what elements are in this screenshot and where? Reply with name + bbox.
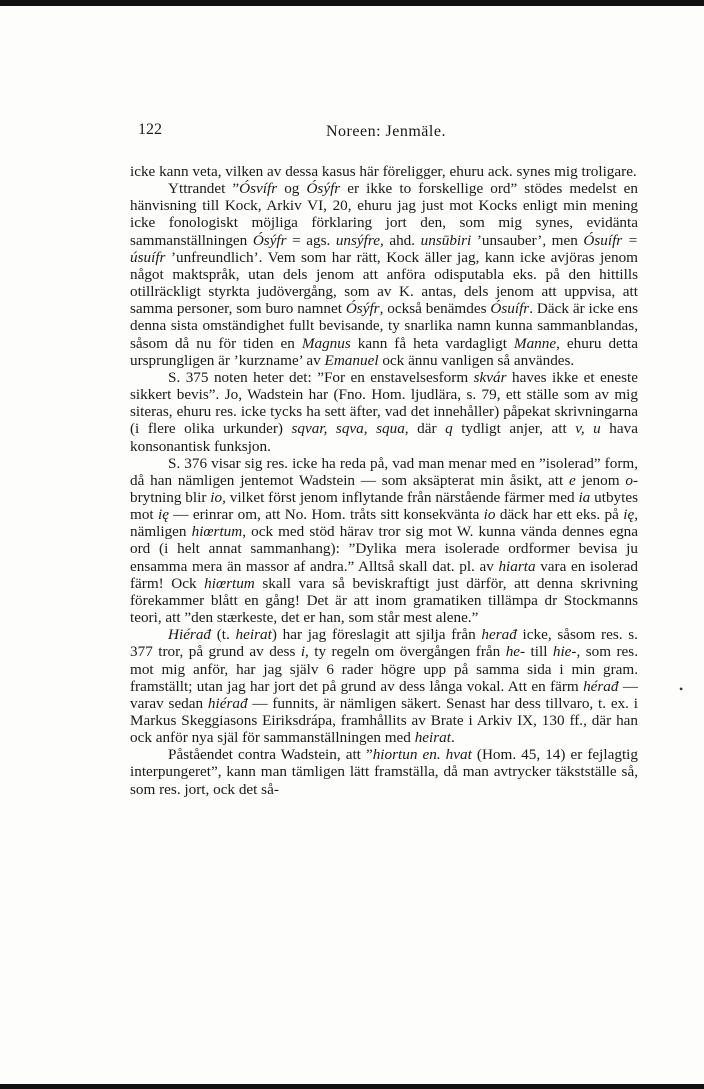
paragraph: Hiérađ (t. heirat) har jag föreslagit att sjilja från herađ icke, såsom res. s. 377 tror, på grund av dess i, ty regeln om övergången från he- till hie-, som res. mot mig anför, har jag själv 6 rader högre upp på samma sida i min gram. framställt; utan jag har jort det på grund av dess långa vokal. Att en färm hérađ — varav sedan hiérađ — funnits, är nämligen säkert. Senast har dess tillvaro, t. ex. i Markus Skeggiasons Eiriksdrápa, framhållits av Brate i Arkiv IX, 130 ff., där han ock anför nya själ för sammanställningen med heirat.	[130, 626, 638, 747]
scan-bottom-edge	[0, 1084, 704, 1089]
body-text	[130, 163, 638, 798]
running-head: Noreen: Jenmäle.	[326, 123, 446, 140]
paragraph: Påståendet contra Wadstein, att ”hiortun en. hvat (Hom. 45, 14) er fejlagtig interpungeret”, kann man tämligen lätt framställa, då man avtrycker täkstställe så, som res. jort, ock det så-	[130, 746, 638, 798]
margin-mark: •	[679, 682, 684, 696]
paragraph: Yttrandet ”Ósvífr og Ósýfr er ikke to forskellige ord” stödes medelst en hänvisning till Kock, Arkiv VI, 20, ehuru jag just mot Kocks enligt min mening icke fonologiskt möjliga förklaring jort den, som mig synes, evidänta sammanställningen Ósýfr = ags. unsýfre, ahd. unsūbiri ’unsauber’, men Ósuífr = úsuífr ’unfreundlich’. Vem som har rätt, Kock äller jag, kann icke avjöras jenom något maktspråk, utan dels jenom att anföra odisputabla eks. på den hittills otillräckligt styrkta judövergång, som av K. antas, dels jenom att uppvisa, att samma personer, som buro namnet Ósýfr, också benämdes Ósuífr. Däck är icke ens denna sista omständighet fullt bevisande, ty snarlika namn kunna sammanblandas, såsom då nu för tiden en Magnus kann få heta vardagligt Manne, ehuru detta ursprungligen är ’kurzname’ av Emanuel ock ännu vanligen så användes.	[130, 180, 638, 369]
page-header	[138, 121, 638, 145]
paragraph: S. 375 noten heter det: ”For en enstavelsesform skvár haves ikke et eneste sikkert bevis”. Jo, Wadstein har (Fno. Hom. ljudlära, s. 79, ett ställe som av mig siteras, ehuru res. icke tycks ha sett äfter, vad det innehåller) påpekat skrivningarna (i flere olika urkunder) sqvar, sqva, squa, där q tydligt anjer, att v, u hava konsonantisk funksjon.	[130, 368, 638, 455]
paragraph: S. 376 visar sig res. icke ha reda på, vad man menar med en ”isolerad” form, då han nämligen jentemot Wadstein — som aksäpterat min åsikt, att e jenom o-brytning blir io, vilket först jenom inflytande från närstående färmer med ia utbytes mot ię — erinrar om, att No. Hom. tråts sitt konsekvänta io däck har ett eks. på ię, nämligen hiœrtum, ock med stöd härav tror sig mot W. kunna vända dennes egna ord (i helt annat sammanhang): ”Dylika mera isolerade ordformer bevisa ju ensamma mera än massor af andra.” Alltså skall dat. pl. av hiarta vara en isolerad färm! Ock hiœrtum skall vara så beviskraftigt just därför, att denna skrivning förekammer blått en gång! Det är att inom gramatiken tillämpa dr Stockmanns teori, att ”den stærkeste, det er han, som står mest alene.”	[130, 454, 639, 627]
scan-top-edge	[0, 0, 704, 6]
paragraph: icke kann veta, vilken av dessa kasus här föreligger, ehuru ack. synes mig troligare.	[130, 163, 637, 180]
page-number: 122	[138, 121, 162, 138]
